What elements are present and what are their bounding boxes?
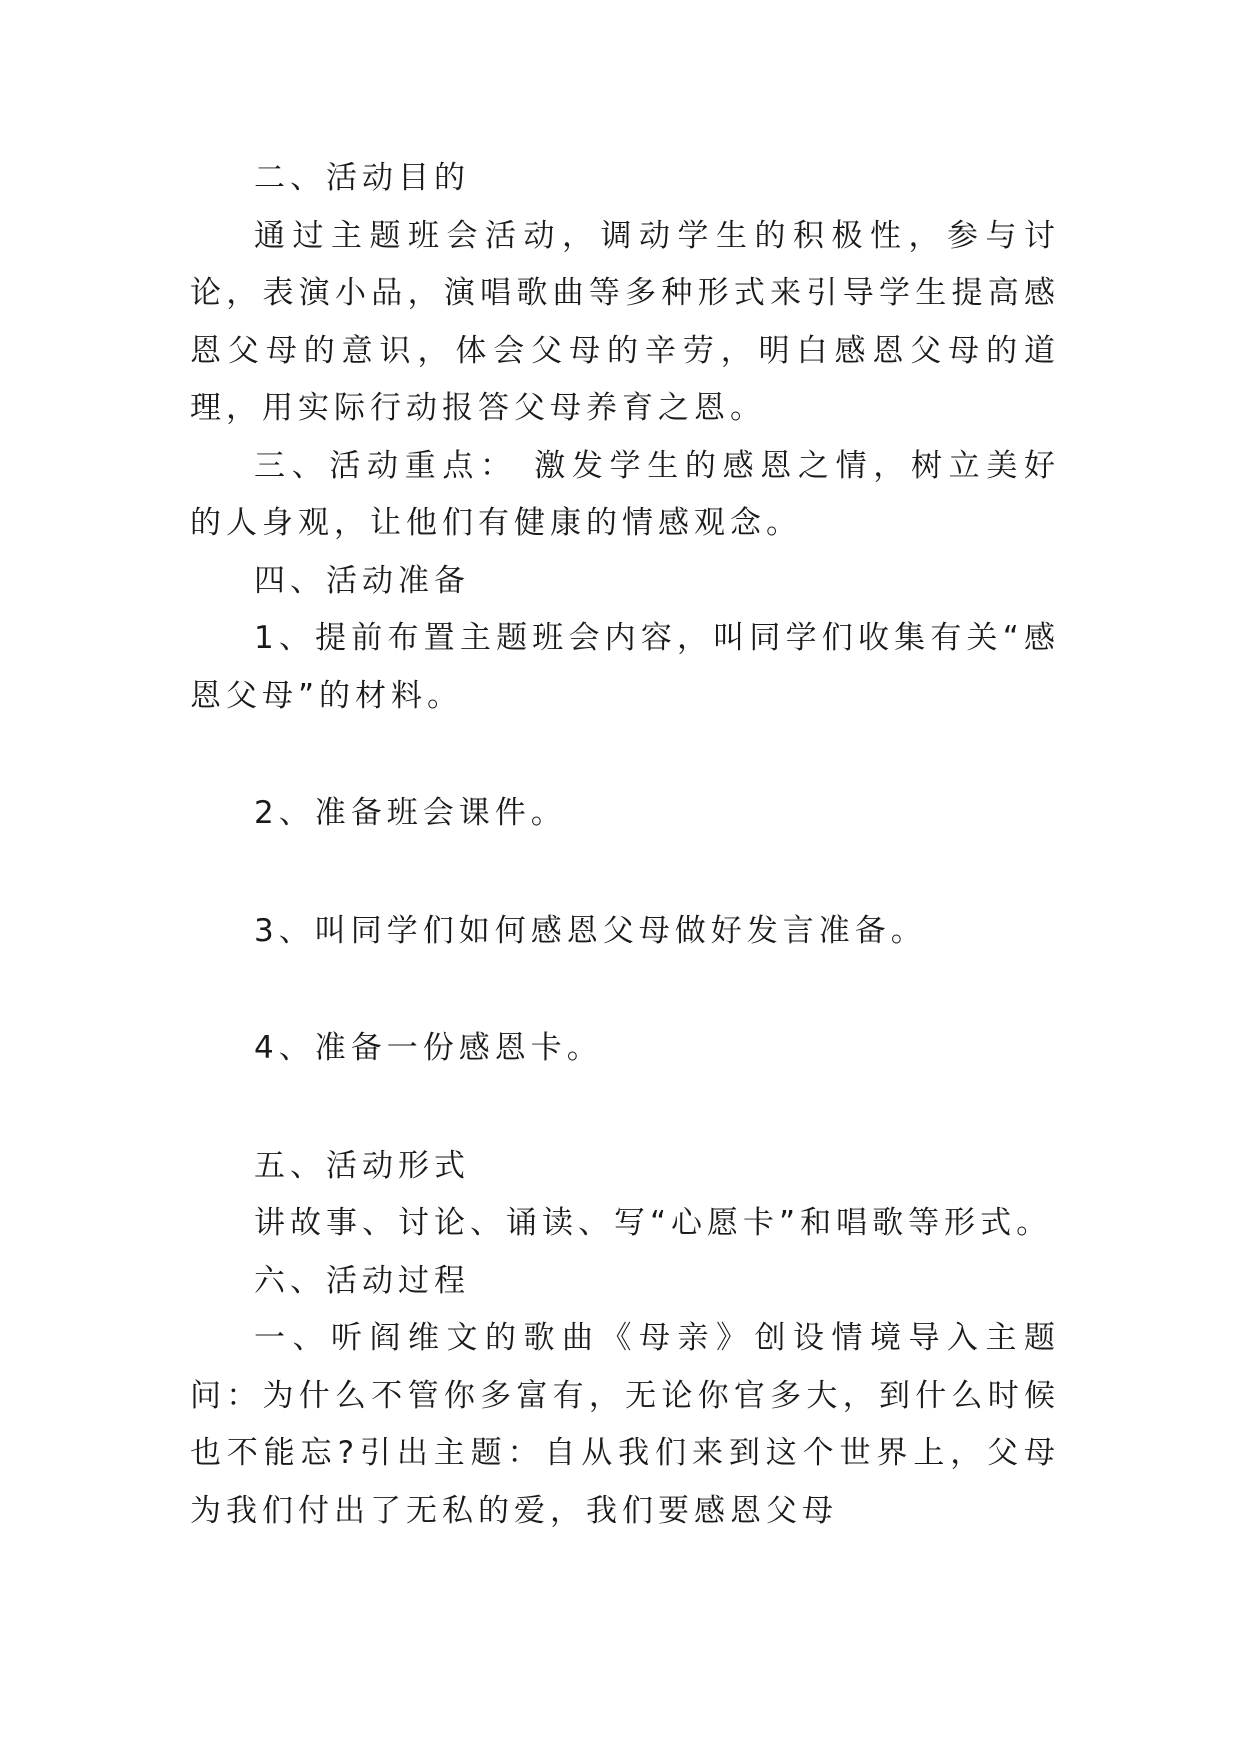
- section-heading-preparation: 四、活动准备: [254, 562, 470, 599]
- form-paragraph: 讲故事、讨论、诵读、写“心愿卡”和唱歌等形式。: [254, 1205, 1053, 1241]
- focus-paragraph: 三、活动重点： 激发学生的感恩之情，树立美好的人身观，让他们有健康的情感观念。: [190, 447, 1060, 541]
- section-heading-form: 五、活动形式: [254, 1147, 470, 1184]
- objective-paragraph: 通过主题班会活动，调动学生的积极性，参与讨论，表演小品，演唱歌曲等多种形式来引导学生提高感恩父母的意识，体会父母的辛劳，明白感恩父母的道理，用实际行动报答父母养育之恩。: [190, 217, 1060, 426]
- section-heading-process: 六、活动过程: [254, 1262, 470, 1299]
- section-heading-objective: 二、活动目的: [254, 160, 470, 196]
- preparation-item-3: 3、叫同学们如何感恩父母做好发言准备。: [254, 912, 927, 949]
- document-body: [190, 150, 1060, 1540]
- preparation-item-1: 1、提前布置主题班会内容，叫同学们收集有关“感恩父母”的材料。: [190, 620, 1060, 714]
- preparation-item-2: 2、准备班会课件。: [254, 795, 567, 831]
- preparation-item-4: 4、准备一份感恩卡。: [254, 1030, 603, 1066]
- process-step-1: 一、听阎维文的歌曲《母亲》创设情境导入主题问：为什么不管你多富有，无论你官多大，到什么时候也不能忘?引出主题：自从我们来到这个世界上，父母为我们付出了无私的爱，我们要感恩父母: [190, 1320, 1060, 1529]
